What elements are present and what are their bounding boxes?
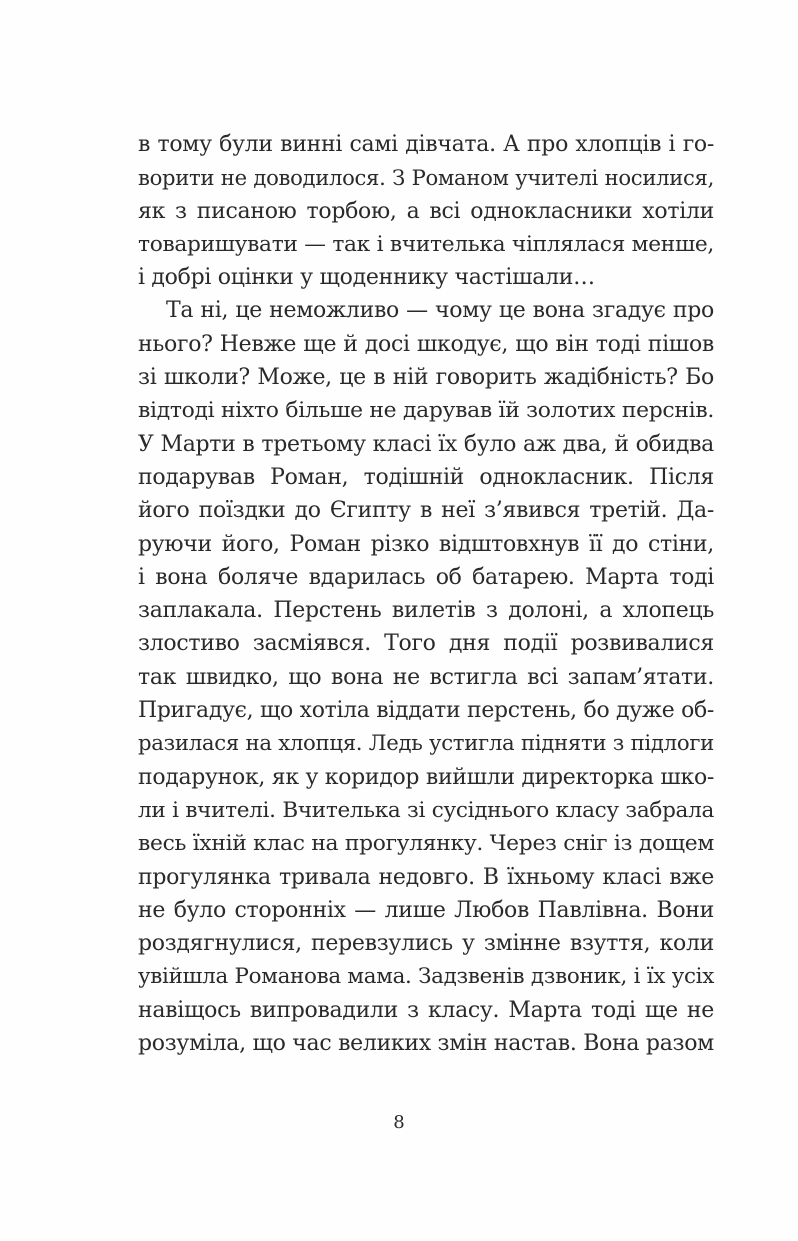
text-line: подарунок, як у коридор вийшли директорка шко- — [138, 764, 714, 790]
text-line: не було сторонніх — лише Любов Павлівна. Вони — [138, 897, 714, 923]
text-line: товаришувати — так і вчителька чіплялася менше, — [138, 231, 714, 257]
text-line: розуміла, що час великих змін настав. Вона разом — [138, 1031, 714, 1057]
text-line: У Марти в третьому класі їх було аж два, й обидва — [138, 431, 714, 457]
paragraph-first-line: Та ні, це неможливо — чому це вона згадує про — [166, 298, 714, 324]
text-line: злостиво засміявся. Того дня події розвивалися — [138, 631, 714, 657]
text-line: відтоді ніхто більше не дарував їй золотих перснів. — [138, 398, 714, 424]
text-line: Пригадує, що хотіла віддати перстень, бо дуже об- — [138, 698, 714, 724]
text-line: ворити не доводилося. З Романом учителі носилися, — [138, 165, 714, 191]
body-text — [138, 128, 714, 1060]
text-line: разилася на хлопця. Ледь устигла підняти з підлоги — [138, 731, 714, 757]
text-line: увійшла Романова мама. Задзвенів дзвоник, і їх усіх — [138, 964, 714, 990]
text-line: як з писаною торбою, а всі однокласники хотіли — [138, 198, 714, 224]
text-line: так швидко, що вона не встигла всі запам’ятати. — [138, 664, 714, 690]
text-line: подарував Роман, тодішній однокласник. Після — [138, 464, 714, 490]
text-line: заплакала. Перстень вилетів з долоні, а хлопець — [138, 598, 714, 624]
text-line: весь їхній клас на прогулянку. Через сніг із дощем — [138, 831, 714, 857]
text-line: в тому були винні самі дівчата. А про хлопців і го- — [138, 132, 714, 157]
text-line: зі школи? Може, це в ній говорить жадібність? Бо — [138, 365, 714, 391]
text-line: і добрі оцінки у щоденнику частішали… — [138, 265, 595, 291]
text-line: роздягнулися, перевзулись у змінне взуття, коли — [138, 931, 714, 957]
text-line: руючи його, Роман різко відштовхнув її до стіни, — [138, 531, 714, 557]
text-line: прогулянка тривала недовго. В їхньому класі вже — [138, 864, 714, 890]
page-number: 8 — [393, 1112, 405, 1133]
text-line: нього? Невже ще й досі шкодує, що він тоді пішов — [138, 331, 714, 357]
text-line: навіщось випровадили з класу. Марта тоді ще не — [138, 997, 714, 1023]
text-line: ли і вчителі. Вчителька зі сусіднього класу забрала — [138, 797, 714, 823]
text-line: його поїздки до Єгипту в неї з’явився третій. Да- — [138, 498, 714, 524]
text-line: і вона боляче вдарилась об батарею. Марта тоді — [138, 564, 714, 590]
